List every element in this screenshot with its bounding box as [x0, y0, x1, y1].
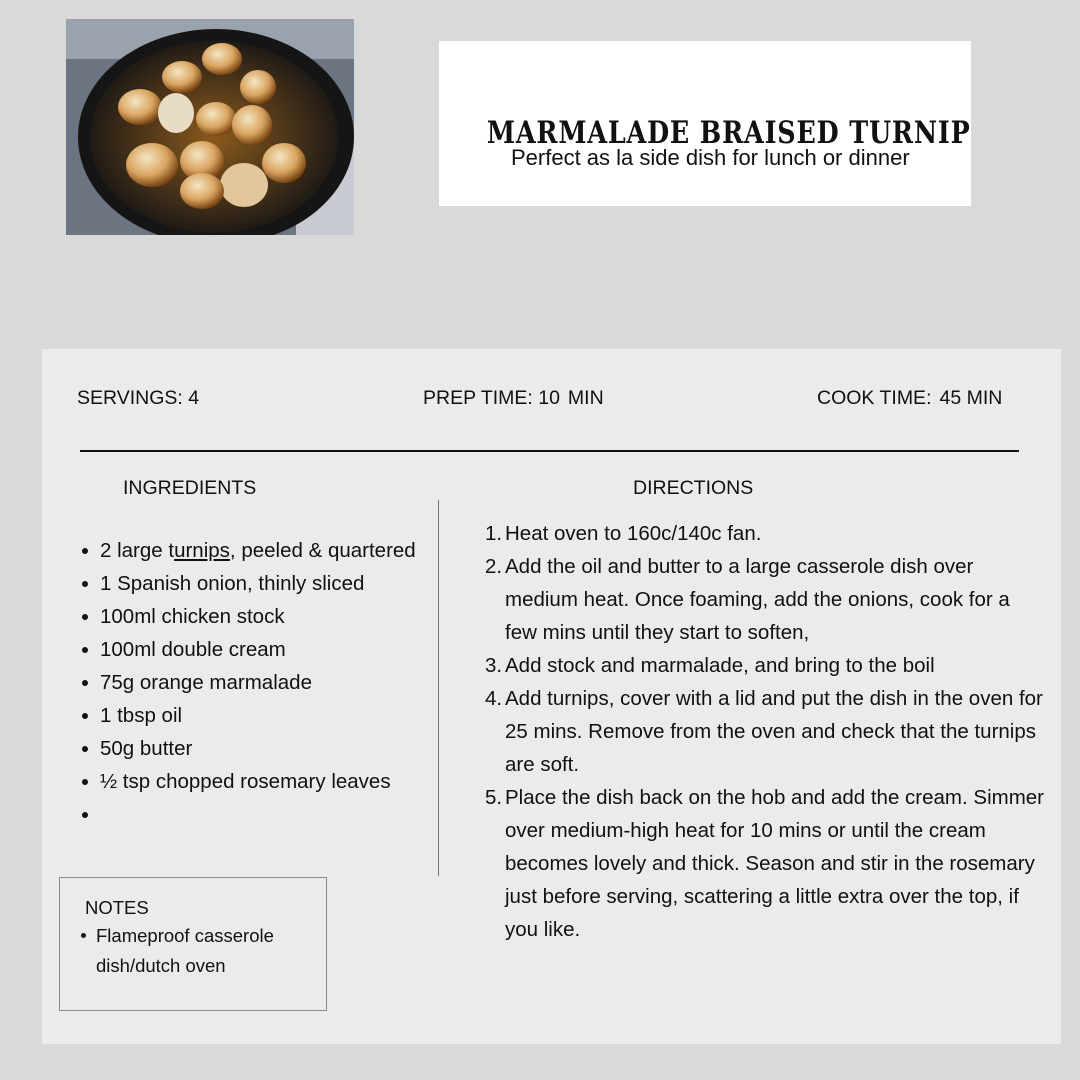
recipe-panel [42, 349, 1061, 1044]
servings [77, 387, 199, 410]
recipe-photo [66, 19, 354, 235]
direction-step: 2. Add the oil and butter to a large casserole dish over medium heat. Once foaming, add the onions, cook for a few mins until they start to soften, [485, 555, 1010, 644]
notes-list [96, 921, 316, 981]
note-item: Flameproof casserole dish/dutch oven [96, 921, 316, 981]
recipe-title: MARMALADE BRAISED TURNIP [486, 115, 971, 151]
ingredient-item: 100ml double cream [100, 633, 440, 666]
notes-box [59, 877, 327, 1011]
recipe-subtitle: Perfect as la side dish for lunch or dinner [511, 145, 910, 170]
ingredient-item: 1 Spanish onion, thinly sliced [100, 567, 440, 600]
servings-label: SERVINGS: [77, 387, 183, 409]
cook-time [817, 387, 1002, 410]
servings-value: 4 [188, 387, 200, 409]
direction-step: 1. Heat oven to 160c/140c fan. [485, 522, 762, 545]
ingredients-heading: INGREDIENTS [123, 477, 257, 499]
ingredient-item-empty [100, 798, 440, 831]
ingredient-item: 1 tbsp oil [100, 699, 440, 732]
ingredient-item: ½ tsp chopped rosemary leaves [100, 765, 440, 798]
ingredients-list [100, 534, 440, 831]
prep-time-label: PREP TIME: 10 [423, 387, 560, 409]
cook-time-label: COOK TIME: [817, 387, 932, 409]
direction-step: 5. Place the dish back on the hob and add the cream. Simmer over medium-high heat for 10 mins or until the cream becomes lovely and thick. Season and stir in the rosemary just before serving, scattering a little extra over the top, if you like. [485, 786, 1045, 941]
ingredient-item: 100ml chicken stock [100, 600, 440, 633]
horizontal-divider [80, 450, 1019, 452]
directions-list [485, 517, 1045, 946]
cook-time-value: 45 MIN [939, 387, 1003, 409]
ingredient-item: 2 large turnips, peeled & quartered [100, 534, 440, 567]
ingredient-item: 75g orange marmalade [100, 666, 440, 699]
notes-title: NOTES [85, 897, 149, 918]
directions-heading: DIRECTIONS [633, 477, 754, 499]
prep-time [423, 387, 604, 410]
direction-step: 4. Add turnips, cover with a lid and put the dish in the oven for 25 mins. Remove from the oven and check that the turnips are soft. [485, 687, 1043, 776]
title-card [439, 41, 971, 206]
direction-step: 3. Add stock and marmalade, and bring to the boil [485, 654, 935, 677]
ingredient-item: 50g butter [100, 732, 440, 765]
prep-time-unit: MIN [567, 387, 604, 409]
